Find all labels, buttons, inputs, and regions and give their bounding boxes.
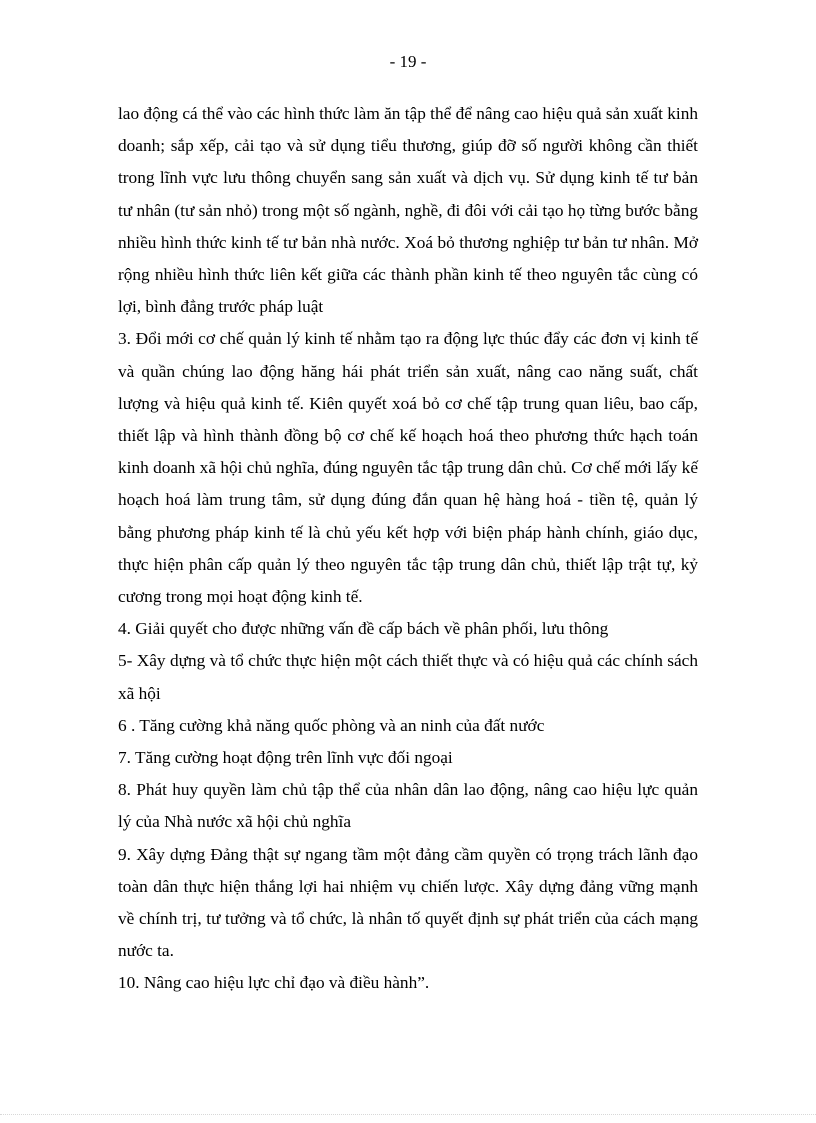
paragraph-item-7: 7. Tăng cường hoạt động trên lĩnh vực đối ngoại xyxy=(118,748,453,768)
paragraph-item-5: 5- Xây dựng và tổ chức thực hiện một cách thiết thực và có hiệu quả các chính sách xã hội xyxy=(118,651,698,703)
paragraph-item-10: 10. Nâng cao hiệu lực chỉ đạo và điều hành”. xyxy=(118,973,430,993)
paragraph-item-3: 3. Đổi mới cơ chế quản lý kinh tế nhằm tạo ra động lực thúc đẩy các đơn vị kinh tế và quần chúng lao động hăng hái phát triển sản xuất, nâng cao năng suất, chất lượng và hiệu quả kinh tế. Kiên quyết xoá bỏ cơ chế tập trung quan liêu, bao cấp, thiết lập và hình thành đồng bộ cơ chế kế hoạch hoá theo phương thức hạch toán kinh doanh xã hội chủ nghĩa, đúng nguyên tắc tập trung dân chủ. Cơ chế mới lấy kế hoạch hoá làm trung tâm, sử dụng đúng đắn quan hệ hàng hoá - tiền tệ, quản lý bằng phương pháp kinh tế là chủ yếu kết hợp với biện pháp hành chính, giáo dục, thực hiện phân cấp quản lý theo nguyên tắc tập trung dân chủ, thiết lập trật tự, kỷ cương trong mọi hoạt động kinh tế. xyxy=(118,329,698,607)
paragraph-item-6: 6 . Tăng cường khả năng quốc phòng và an ninh của đất nước xyxy=(118,715,545,735)
page-number: - 19 - xyxy=(389,52,427,71)
page-bottom-divider xyxy=(0,1114,816,1116)
paragraph-item-9: 9. Xây dựng Đảng thật sự ngang tầm một đảng cầm quyền có trọng trách lãnh đạo toàn dân thực hiện thắng lợi hai nhiệm vụ chiến lược. Xây dựng đảng vững mạnh về chính trị, tư tưởng và tổ chức, là nhân tố quyết định sự phát triển của cách mạng nước ta. xyxy=(118,844,698,961)
paragraph-item-8: 8. Phát huy quyền làm chủ tập thể của nhân dân lao động, nâng cao hiệu lực quản lý của Nhà nước xã hội chủ nghĩa xyxy=(118,780,698,832)
document-body xyxy=(118,98,698,1000)
paragraph-labor-organization: lao động cá thể vào các hình thức làm ăn tập thể để nâng cao hiệu quả sản xuất kinh doanh; sắp xếp, cải tạo và sử dụng tiểu thương, giúp đỡ số người không cần thiết trong lĩnh vực lưu thông chuyển sang sản xuất và dịch vụ. Sử dụng kinh tế tư bản tư nhân (tư sản nhỏ) trong một số ngành, nghề, đi đôi với cải tạo họ từng bước bằng nhiều hình thức kinh tế tư bản nhà nước. Xoá bỏ thương nghiệp tư bản tư nhân. Mở rộng nhiều hình thức liên kết giữa các thành phần kinh tế theo nguyên tắc cùng có lợi, bình đẳng trước pháp luật xyxy=(118,104,698,317)
paragraph-item-4: 4. Giải quyết cho được những vấn đề cấp bách về phân phối, lưu thông xyxy=(118,619,609,639)
